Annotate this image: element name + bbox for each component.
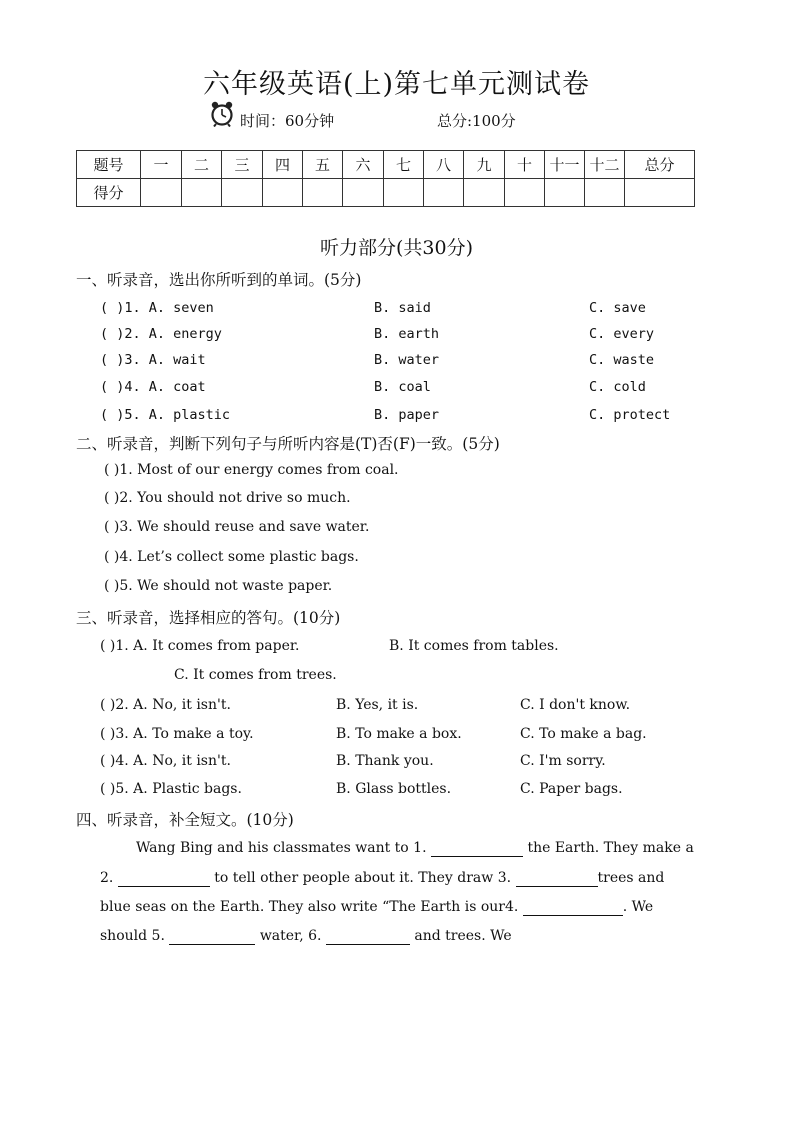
part1-q4-c: C. cold <box>589 379 646 395</box>
part2-item-2: ( )2. You should not drive so much. <box>104 490 351 506</box>
part3-q1-c: C. It comes from trees. <box>174 667 337 683</box>
blank-2[interactable] <box>118 870 210 887</box>
part2-item-3: ( )3. We should reuse and save water. <box>104 519 370 535</box>
score-cell[interactable] <box>303 179 343 207</box>
passage-text: . We <box>622 899 654 915</box>
exam-time: 时间：60分钟 <box>240 112 335 130</box>
part4-heading: 四、听录音，补全短文。(10分) <box>76 811 294 829</box>
part3-q2-b: B. Yes, it is. <box>336 697 419 713</box>
part1-q1-a: ( )1. A. seven <box>100 300 214 316</box>
score-table-score-row <box>77 179 695 207</box>
exam-total-score: 总分:100分 <box>437 112 516 130</box>
score-cell[interactable] <box>585 179 625 207</box>
header-cell: 二 <box>182 151 222 179</box>
passage-text: Wang Bing and his classmates want to 1. <box>136 840 427 856</box>
score-cell[interactable] <box>263 179 303 207</box>
part1-q1-c: C. save <box>589 300 646 316</box>
part1-q4-b: B. coal <box>374 379 431 395</box>
header-cell: 九 <box>464 151 505 179</box>
part3-q4-b: B. Thank you. <box>336 753 434 769</box>
passage-line-3 <box>100 899 653 916</box>
header-cell: 三 <box>222 151 263 179</box>
part1-q5-b: B. paper <box>374 407 440 423</box>
part1-q2-b: B. earth <box>374 326 440 342</box>
part1-q2-c: C. every <box>589 326 655 342</box>
passage-text: water, 6. <box>259 928 322 944</box>
blank-4[interactable] <box>523 899 623 916</box>
passage-line-1 <box>136 840 694 857</box>
part2-item-4: ( )4. Let’s collect some plastic bags. <box>104 549 359 565</box>
score-cell[interactable] <box>384 179 424 207</box>
score-cell[interactable] <box>505 179 545 207</box>
part1-heading: 一、听录音，选出你所听到的单词。(5分) <box>76 271 362 289</box>
part3-heading: 三、听录音，选择相应的答句。(10分) <box>76 609 341 627</box>
score-cell[interactable] <box>222 179 263 207</box>
score-table-header-row <box>77 151 695 179</box>
listening-section-title: 听力部分(共30分) <box>319 237 473 259</box>
part1-q5-a: ( )5. A. plastic <box>100 407 231 423</box>
page-title: 六年级英语(上)第七单元测试卷 <box>202 69 591 100</box>
score-cell[interactable] <box>545 179 585 207</box>
blank-3[interactable] <box>516 870 598 887</box>
passage-text: to tell other people about it. They draw 3. <box>214 870 512 886</box>
score-cell[interactable] <box>343 179 384 207</box>
header-cell: 五 <box>303 151 343 179</box>
score-cell[interactable] <box>464 179 505 207</box>
header-cell: 一 <box>141 151 182 179</box>
part3-q4-a: ( )4. A. No, it isn't. <box>100 753 231 769</box>
part1-q2-a: ( )2. A. energy <box>100 326 222 342</box>
part2-item-1: ( )1. Most of our energy comes from coal. <box>104 462 399 478</box>
part3-q2-a: ( )2. A. No, it isn't. <box>100 697 231 713</box>
header-cell: 十一 <box>545 151 585 179</box>
blank-6[interactable] <box>326 928 410 945</box>
part3-q1-a: ( )1. A. It comes from paper. <box>100 638 300 654</box>
part1-q4-a: ( )4. A. coat <box>100 379 206 395</box>
part2-item-5: ( )5. We should not waste paper. <box>104 578 333 594</box>
part1-q3-c: C. waste <box>589 352 655 368</box>
part1-q3-a: ( )3. A. wait <box>100 352 206 368</box>
part3-q5-b: B. Glass bottles. <box>336 781 452 797</box>
header-cell: 十二 <box>585 151 625 179</box>
header-cell: 十 <box>505 151 545 179</box>
header-cell: 总分 <box>625 151 695 179</box>
passage-text: should 5. <box>100 928 165 944</box>
passage-text: the Earth. They make a <box>527 840 694 856</box>
part3-q2-c: C. I don't know. <box>520 697 631 713</box>
part3-q4-c: C. I'm sorry. <box>520 753 606 769</box>
part1-q3-b: B. water <box>374 352 440 368</box>
score-cell[interactable] <box>424 179 464 207</box>
score-cell[interactable] <box>141 179 182 207</box>
blank-1[interactable] <box>431 840 523 857</box>
passage-line-4 <box>100 928 512 945</box>
blank-5[interactable] <box>169 928 255 945</box>
score-table <box>76 150 695 207</box>
score-cell[interactable] <box>625 179 695 207</box>
passage-line-2 <box>100 870 664 887</box>
passage-text: blue seas on the Earth. They also write “The Earth is our4. <box>100 899 519 915</box>
part3-q5-a: ( )5. A. Plastic bags. <box>100 781 242 797</box>
part3-q3-a: ( )3. A. To make a toy. <box>100 726 254 742</box>
part3-q1-b: B. It comes from tables. <box>389 638 559 654</box>
part1-q1-b: B. said <box>374 300 431 316</box>
part3-q3-b: B. To make a box. <box>336 726 462 742</box>
part3-q5-c: C. Paper bags. <box>520 781 623 797</box>
passage-text: 2. <box>100 870 114 886</box>
header-cell: 题号 <box>77 151 141 179</box>
part3-q3-c: C. To make a bag. <box>520 726 647 742</box>
header-cell: 八 <box>424 151 464 179</box>
header-cell: 四 <box>263 151 303 179</box>
alarm-clock-icon <box>210 101 234 127</box>
score-row-label: 得分 <box>77 179 141 207</box>
header-cell: 七 <box>384 151 424 179</box>
passage-text: trees and <box>597 870 665 886</box>
header-cell: 六 <box>343 151 384 179</box>
score-cell[interactable] <box>182 179 222 207</box>
part1-q5-c: C. protect <box>589 407 671 423</box>
passage-text: and trees. We <box>414 928 512 944</box>
part2-heading: 二、听录音，判断下列句子与所听内容是(T)否(F)一致。(5分) <box>76 435 500 453</box>
